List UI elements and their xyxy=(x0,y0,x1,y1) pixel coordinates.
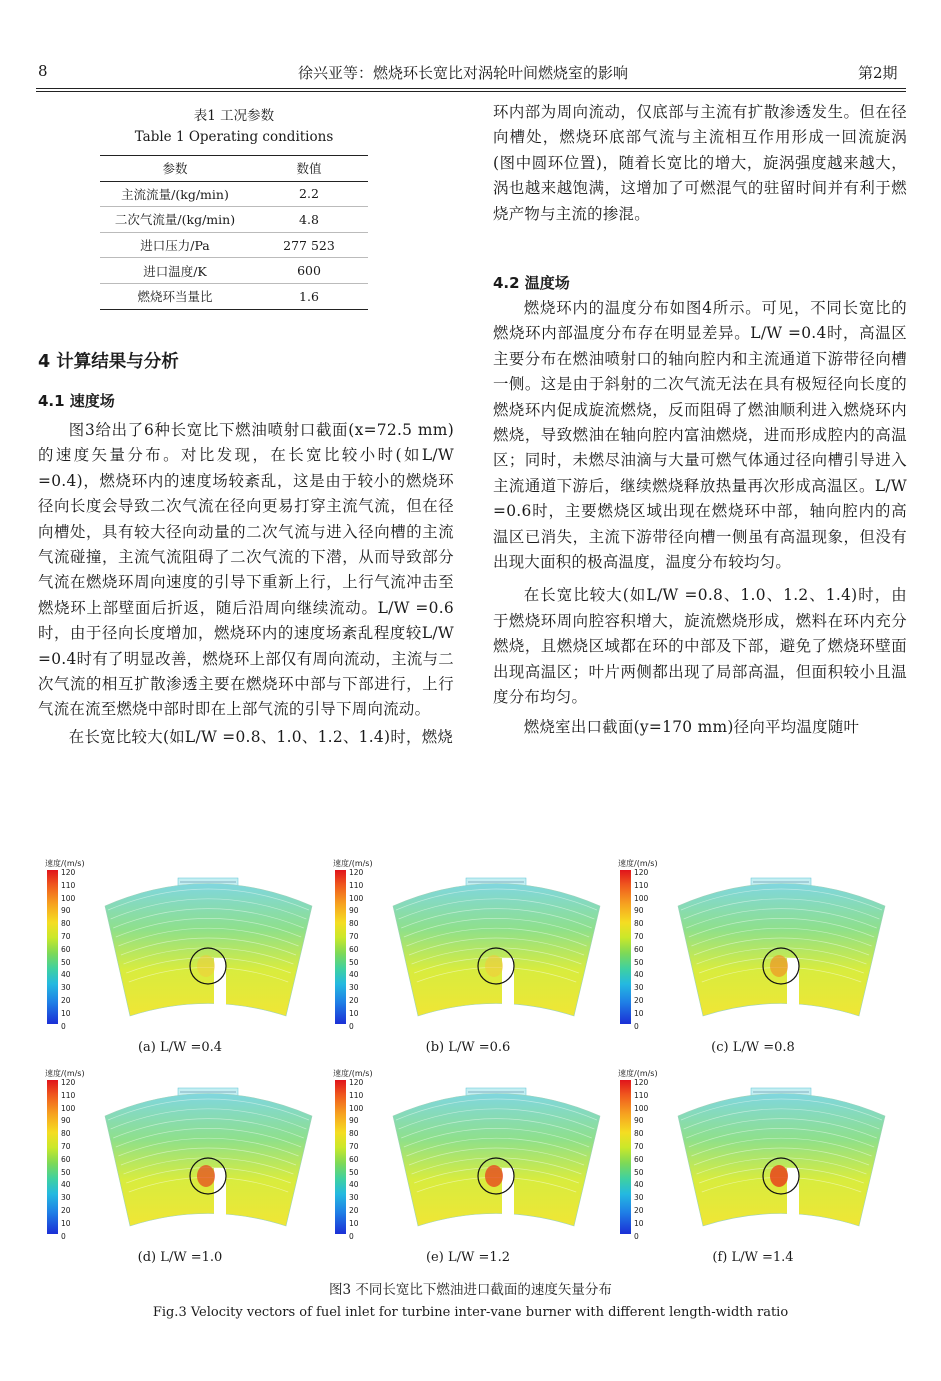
paragraph: 环内部为周向流动，仅底部与主流有扩散渗透发生。但在径向槽处，燃烧环底部气流与主流相互作用形成一回流旋涡(图中圆环位置)，随着长宽比的增大，旋涡强度越来越大，涡也越来越饱满，这增加了可燃混气的驻留时间并有利于燃烧产物与主流的掺混。 xyxy=(493,103,907,223)
colorbar-tick: 50 xyxy=(634,957,644,967)
colorbar-tick: 100 xyxy=(61,1103,76,1113)
vortex-hotspot xyxy=(197,1165,215,1187)
colorbar-tick: 50 xyxy=(61,1167,71,1177)
velocity-panel xyxy=(333,858,633,1034)
colorbar-tick: 120 xyxy=(349,1078,364,1087)
colorbar-tick: 100 xyxy=(349,893,364,903)
colorbar-tick: 90 xyxy=(61,906,71,916)
table-row xyxy=(100,283,368,309)
colorbar-tick: 110 xyxy=(61,1090,76,1100)
colorbar-ticks xyxy=(61,867,75,1033)
colorbar-tick: 80 xyxy=(349,919,359,929)
vane-slot xyxy=(502,1168,514,1226)
colorbar-tick: 10 xyxy=(61,1008,71,1018)
colorbar-tick: 20 xyxy=(634,995,644,1005)
section-heading-4-1: 4.1 速度场 xyxy=(38,392,115,410)
colorbar-tick: 30 xyxy=(61,983,71,993)
colorbar-tick: 60 xyxy=(634,944,644,954)
column-header: 参数 xyxy=(100,156,250,182)
vane-slot xyxy=(214,958,226,1016)
colorbar-tick: 30 xyxy=(61,1193,71,1203)
colorbar-tick: 80 xyxy=(349,1129,359,1139)
section-heading-4: 4 计算结果与分析 xyxy=(38,352,179,372)
colorbar xyxy=(335,1080,346,1234)
colorbar xyxy=(47,1080,58,1234)
colorbar-tick: 30 xyxy=(634,983,644,993)
colorbar-tick: 10 xyxy=(61,1218,71,1228)
velocity-vector-plot xyxy=(673,866,913,1036)
colorbar-tick: 80 xyxy=(634,1129,644,1139)
vane-slot xyxy=(214,1168,226,1226)
colorbar-tick: 70 xyxy=(349,1141,359,1151)
colorbar-tick: 60 xyxy=(349,944,359,954)
colorbar-title: 速度/(m/s) xyxy=(45,859,85,868)
colorbar-ticks xyxy=(634,1077,648,1243)
figure-caption-en: Fig.3 Velocity vectors of fuel inlet for turbine inter-vane burner with different length-width ratio xyxy=(152,1305,789,1320)
colorbar-tick: 40 xyxy=(61,970,71,980)
colorbar xyxy=(47,870,58,1024)
table-title-cn: 表1 工况参数 xyxy=(193,108,275,124)
colorbar-tick: 0 xyxy=(61,1021,66,1031)
vortex-hotspot xyxy=(485,1165,503,1187)
colorbar-tick: 110 xyxy=(61,880,76,890)
colorbar-tick: 20 xyxy=(61,1205,71,1215)
colorbar-tick: 60 xyxy=(61,1154,71,1164)
colorbar-title: 速度/(m/s) xyxy=(45,1069,85,1078)
colorbar-tick: 110 xyxy=(634,1090,649,1100)
colorbar-tick: 120 xyxy=(634,1078,649,1087)
colorbar-tick: 30 xyxy=(634,1193,644,1203)
table-cell: 进口压力/Pa xyxy=(100,232,250,258)
panel-label: (c) L/W =0.8 xyxy=(711,1040,795,1055)
colorbar-tick: 0 xyxy=(349,1231,354,1241)
colorbar-tick: 120 xyxy=(61,868,76,877)
velocity-panel xyxy=(45,1068,345,1244)
operating-conditions-table xyxy=(100,155,368,310)
vane-slot xyxy=(787,958,799,1016)
table-row xyxy=(100,232,368,258)
vortex-hotspot xyxy=(770,1165,788,1187)
vortex-hotspot xyxy=(197,955,215,977)
table-cell: 2.2 xyxy=(250,181,368,207)
table-cell: 1.6 xyxy=(250,283,368,309)
velocity-vector-plot xyxy=(388,866,628,1036)
colorbar-tick: 60 xyxy=(61,944,71,954)
paragraph: 在长宽比较大(如L/W =0.8、1.0、1.2、1.4)时，由于燃烧环周向腔容积增大，旋流燃烧形成，燃料在环内充分燃烧，且燃烧区域都在环的中部及下部，避免了燃烧环壁面出现高温区；叶片两侧都出现了局部高温，但面积较小且温度分布均匀。 xyxy=(493,586,907,707)
colorbar-ticks xyxy=(61,1077,75,1243)
colorbar-tick: 100 xyxy=(634,1103,649,1113)
running-title: 徐兴亚等：燃烧环长宽比对涡轮叶间燃烧室的影响 xyxy=(298,64,629,82)
vane-slot xyxy=(502,958,514,1016)
colorbar-tick: 70 xyxy=(61,1141,71,1151)
colorbar-tick: 20 xyxy=(634,1205,644,1215)
velocity-vector-plot xyxy=(100,866,340,1036)
colorbar-tick: 50 xyxy=(634,1167,644,1177)
colorbar-tick: 40 xyxy=(349,1180,359,1190)
panel-label: (a) L/W =0.4 xyxy=(137,1040,223,1055)
paragraph: 在长宽比较大(如L/W =0.8、1.0、1.2、1.4)时，燃烧 xyxy=(68,727,454,746)
colorbar-tick: 120 xyxy=(634,868,649,877)
table-cell: 二次气流量/(kg/min) xyxy=(100,207,250,233)
colorbar-ticks xyxy=(634,867,648,1033)
panel-label: (d) L/W =1.0 xyxy=(137,1250,223,1265)
issue-number: 第2期 xyxy=(858,64,898,82)
colorbar-tick: 70 xyxy=(634,931,644,941)
velocity-vector-plot xyxy=(673,1076,913,1246)
colorbar-tick: 90 xyxy=(61,1116,71,1126)
colorbar-title: 速度/(m/s) xyxy=(333,1069,373,1078)
panel-label: (f) L/W =1.4 xyxy=(712,1250,794,1265)
colorbar-tick: 110 xyxy=(349,880,364,890)
table-cell: 600 xyxy=(250,258,368,284)
colorbar-tick: 90 xyxy=(349,1116,359,1126)
velocity-panel xyxy=(618,1068,918,1244)
colorbar-tick: 20 xyxy=(61,995,71,1005)
right-column-2 xyxy=(493,296,907,740)
colorbar-tick: 100 xyxy=(634,893,649,903)
velocity-panel xyxy=(333,1068,633,1244)
colorbar-tick: 70 xyxy=(61,931,71,941)
colorbar-tick: 0 xyxy=(349,1021,354,1031)
table-cell: 进口温度/K xyxy=(100,258,250,284)
header-rule-2 xyxy=(36,91,906,92)
table-row xyxy=(100,258,368,284)
colorbar-tick: 110 xyxy=(349,1090,364,1100)
colorbar-tick: 20 xyxy=(349,1205,359,1215)
colorbar-tick: 90 xyxy=(349,906,359,916)
table-title-en: Table 1 Operating conditions xyxy=(134,129,334,145)
colorbar-tick: 70 xyxy=(349,931,359,941)
vortex-hotspot xyxy=(485,955,503,977)
colorbar-tick: 40 xyxy=(634,970,644,980)
colorbar-tick: 50 xyxy=(349,957,359,967)
colorbar-tick: 0 xyxy=(61,1231,66,1241)
section-heading-4-2: 4.2 温度场 xyxy=(493,274,570,292)
colorbar-tick: 30 xyxy=(349,1193,359,1203)
colorbar-tick: 100 xyxy=(349,1103,364,1113)
colorbar-tick: 10 xyxy=(349,1218,359,1228)
page-number: 8 xyxy=(38,62,48,80)
colorbar-tick: 10 xyxy=(349,1008,359,1018)
table-cell: 4.8 xyxy=(250,207,368,233)
header-rule xyxy=(36,88,906,89)
vane-slot xyxy=(787,1168,799,1226)
table-cell: 主流流量/(kg/min) xyxy=(100,181,250,207)
figure-caption-cn: 图3 不同长宽比下燃油进口截面的速度矢量分布 xyxy=(329,1282,612,1298)
velocity-vector-plot xyxy=(388,1076,628,1246)
colorbar-tick: 90 xyxy=(634,906,644,916)
colorbar-tick: 0 xyxy=(634,1231,639,1241)
colorbar-ticks xyxy=(349,1077,363,1243)
colorbar-tick: 40 xyxy=(634,1180,644,1190)
colorbar-tick: 50 xyxy=(61,957,71,967)
colorbar-tick: 60 xyxy=(634,1154,644,1164)
colorbar-tick: 70 xyxy=(634,1141,644,1151)
colorbar-title: 速度/(m/s) xyxy=(618,1069,658,1078)
table-row xyxy=(100,207,368,233)
column-header: 数值 xyxy=(250,156,368,182)
left-column xyxy=(38,418,454,750)
paragraph: 图3给出了6种长宽比下燃油喷射口截面(x=72.5 mm)的速度矢量分布。对比发现，在长宽比较小时(如L/W =0.4)，燃烧环内的速度场较紊乱，这是由于较小的燃烧环径向长度会导致二次气流在径向更易打穿主流气流，但在径向槽处，具有较大径向动量的二次气流与进入径向槽的主流气流碰撞，主流气流阻碍了二次气流的下潜，从而导致部分气流在燃烧环周向速度的引导下重新上行，上行气流冲击至燃烧环上部壁面后折返，随后沿周向继续流动。L/W =0.6时，由于径向长度增加，燃烧环内的速度场紊乱程度较L/W =0.4时有了明显改善，燃烧环上部仅有周向流动，主流与二次气流的相互扩散渗透主要在燃烧环中部与下部进行，上行气流在流至燃烧中部时即在上部气流的引导下周向流动。 xyxy=(38,421,454,719)
colorbar-tick: 110 xyxy=(634,880,649,890)
colorbar-tick: 80 xyxy=(61,1129,71,1139)
panel-label: (e) L/W =1.2 xyxy=(425,1250,511,1265)
colorbar-tick: 100 xyxy=(61,893,76,903)
colorbar-tick: 60 xyxy=(349,1154,359,1164)
velocity-panel xyxy=(618,858,918,1034)
colorbar-tick: 120 xyxy=(61,1078,76,1087)
colorbar-tick: 20 xyxy=(349,995,359,1005)
paragraph: 燃烧环内的温度分布如图4所示。可见，不同长宽比的燃烧环内部温度分布存在明显差异。L/W =0.4时，高温区主要分布在燃油喷射口的轴向腔内和主流通道下游带径向槽一侧。这是由于斜射的二次气流无法在具有极短径向长度的燃烧环内促成旋流燃烧，反而阻碍了燃油顺利进入燃烧环内燃烧，导致燃油在轴向腔内富油燃烧，进而形成腔内的高温区；同时，未燃尽油滴与大量可燃气体通过径向槽引导进入主流通道下游后，继续燃烧释放热量再次形成高温区。L/W =0.6时，主要燃烧区域出现在燃烧环中部，轴向腔内的高温区已消失，主流下游带径向槽一侧虽有高温现象，但没有出现大面积的极高温度，温度分布较均匀。 xyxy=(493,299,907,572)
colorbar xyxy=(335,870,346,1024)
colorbar-tick: 40 xyxy=(61,1180,71,1190)
panel-label: (b) L/W =0.6 xyxy=(425,1040,511,1055)
colorbar-tick: 120 xyxy=(349,868,364,877)
colorbar-tick: 0 xyxy=(634,1021,639,1031)
colorbar xyxy=(620,1080,631,1234)
table-row xyxy=(100,181,368,207)
colorbar-tick: 10 xyxy=(634,1008,644,1018)
velocity-panel xyxy=(45,858,345,1034)
colorbar-tick: 90 xyxy=(634,1116,644,1126)
table-cell: 277 523 xyxy=(250,232,368,258)
vortex-hotspot xyxy=(770,955,788,977)
table-cell: 燃烧环当量比 xyxy=(100,283,250,309)
colorbar-tick: 50 xyxy=(349,1167,359,1177)
velocity-vector-plot xyxy=(100,1076,340,1246)
colorbar-tick: 80 xyxy=(61,919,71,929)
colorbar-tick: 80 xyxy=(634,919,644,929)
colorbar-tick: 40 xyxy=(349,970,359,980)
colorbar-title: 速度/(m/s) xyxy=(618,859,658,868)
right-column xyxy=(493,100,907,227)
colorbar-tick: 10 xyxy=(634,1218,644,1228)
colorbar-tick: 30 xyxy=(349,983,359,993)
colorbar xyxy=(620,870,631,1024)
colorbar-ticks xyxy=(349,867,363,1033)
paragraph: 燃烧室出口截面(y=170 mm)径向平均温度随叶 xyxy=(523,717,860,736)
colorbar-title: 速度/(m/s) xyxy=(333,859,373,868)
